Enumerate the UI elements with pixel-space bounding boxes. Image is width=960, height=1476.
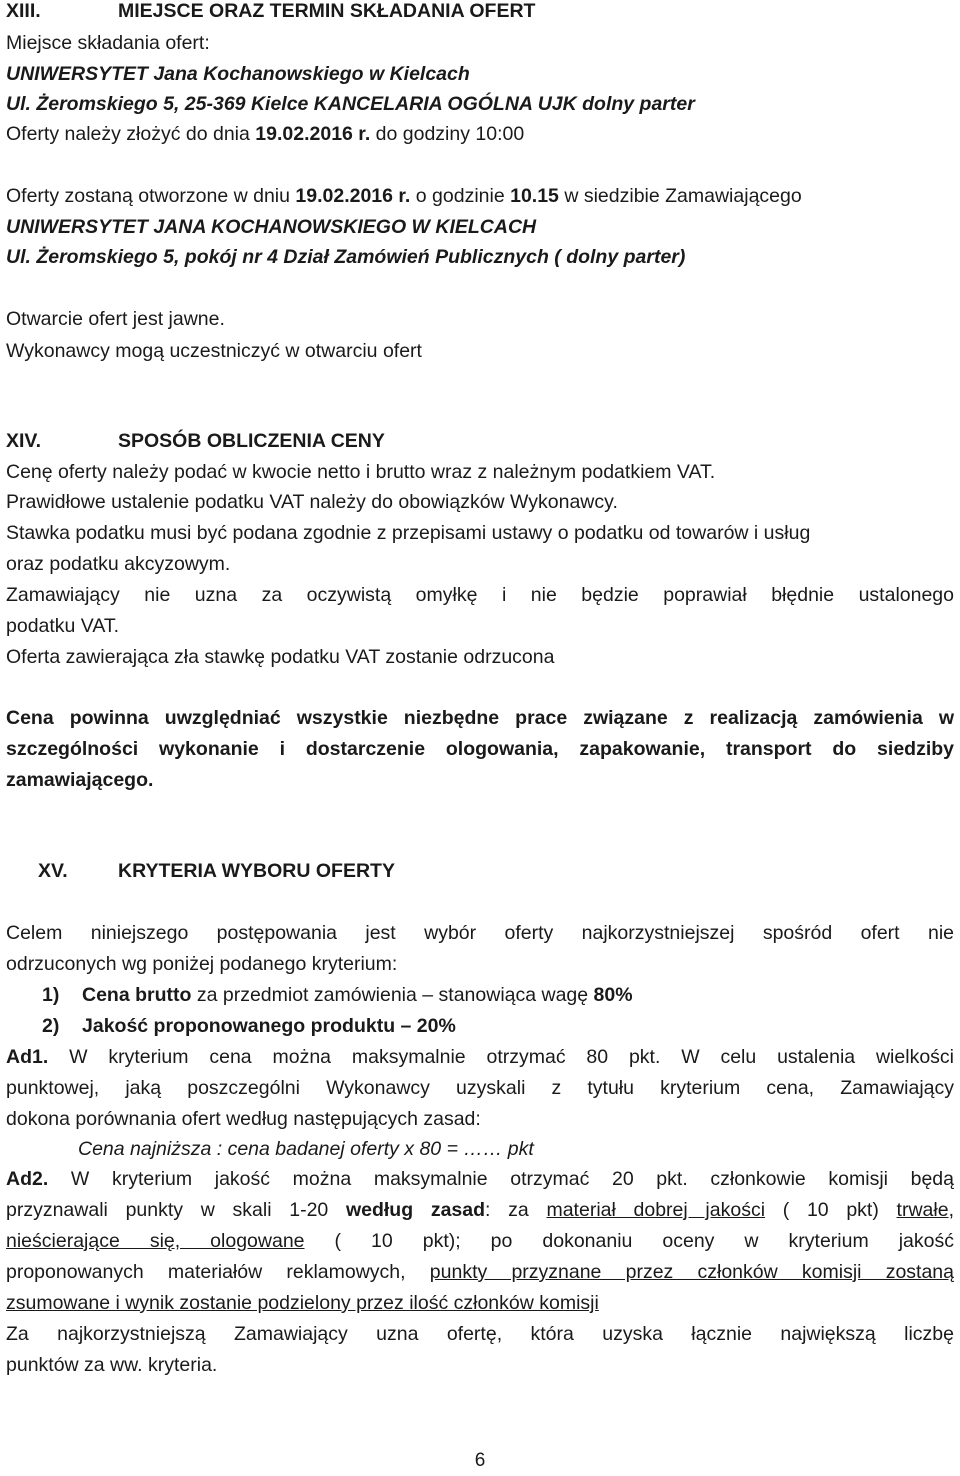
ad2-line-5: zsumowane i wynik zostanie podzielony przez ilość członków komisji — [6, 1292, 599, 1314]
price-bold-line-1: Cena powinna uwzględniać wszystkie niezbędne prace związane z realizacją zamówienia w — [6, 707, 954, 729]
place-label: Miejsce składania ofert: — [6, 32, 210, 54]
price-paragraph-1: Cenę oferty należy podać w kwocie netto i brutto wraz z należnym podatkiem VAT. — [6, 461, 716, 483]
ad2-line-3-b: ( 10 pkt); po dokonaniu oceny w kryterium jakość — [304, 1230, 954, 1252]
ad2-durable: trwałe, — [896, 1199, 954, 1221]
opening-address: Ul. Żeromskiego 5, pokój nr 4 Dział Zamówień Publicznych ( dolny parter) — [6, 246, 686, 268]
university-name: UNIWERSYTET Jana Kochanowskiego w Kielcach — [6, 63, 470, 85]
ad2-points-summed: punkty przyznane przez członków komisji zostaną — [429, 1261, 954, 1283]
ad2-rules-label: według zasad — [345, 1199, 486, 1221]
criterion-1 — [6, 980, 954, 1010]
opening-prefix: Oferty zostaną otworzone w dniu — [6, 185, 296, 207]
price-bold-line-3: zamawiającego. — [6, 769, 154, 791]
ad2-line-2-c: : za — [485, 1199, 547, 1221]
page-number: 6 — [474, 1450, 486, 1471]
opening-university: UNIWERSYTET JANA KOCHANOWSKIEGO W KIELCACH — [6, 216, 537, 238]
section-14-title: SPOSÓB OBLICZENIA CENY — [118, 430, 385, 452]
ad1-line-1-text: W kryterium cena można maksymalnie otrzymać 80 pkt. W celu ustalenia wielkości — [48, 1046, 954, 1068]
opening-suffix: w siedzibie Zamawiającego — [558, 185, 802, 207]
ad1-label: Ad1. — [6, 1046, 49, 1068]
university-address: Ul. Żeromskiego 5, 25-369 Kielce KANCELARIA OGÓLNA UJK dolny parter — [6, 93, 695, 115]
criterion-1-number: 1) — [42, 984, 60, 1006]
ad2-line-2 — [6, 1195, 954, 1225]
price-paragraph-5: Oferta zawierająca zła stawkę podatku VAT zostanie odrzucona — [6, 646, 555, 668]
criteria-intro-line-2: odrzuconych wg poniżej podanego kryterium: — [6, 953, 398, 975]
criterion-2 — [6, 1011, 954, 1041]
section-14-number: XIV. — [6, 430, 42, 452]
opening-time: 10.15 — [510, 185, 559, 207]
ad1-line-1 — [6, 1042, 954, 1072]
ad2-line-2-a: przyznawali punkty w skali 1-20 — [6, 1199, 346, 1221]
price-formula: Cena najniższa : cena badanej oferty x 80 = …… pkt — [78, 1138, 534, 1160]
deadline-time: do godziny 10:00 — [370, 123, 525, 145]
ad2-line-4-a: proponowanych materiałów reklamowych, — [6, 1261, 430, 1283]
ad2-line-2-e: ( 10 pkt) — [765, 1199, 897, 1221]
price-bold-line-2: szczególności wykonanie i dostarczenie ologowania, zapakowanie, transport do siedziby — [6, 738, 954, 760]
ad2-line-4 — [6, 1257, 954, 1287]
ad2-line-1 — [6, 1164, 954, 1194]
price-paragraph-2: Prawidłowe ustalenie podatku VAT należy do obowiązków Wykonawcy. — [6, 491, 618, 513]
deadline-prefix: Oferty należy złożyć do dnia — [6, 123, 256, 145]
ad2-line-1-text: W kryterium jakość można maksymalnie otrzymać 20 pkt. członkowie komisji będą — [48, 1168, 954, 1190]
opening-date: 19.02.2016 r. — [295, 185, 411, 207]
ad2-line-3 — [6, 1226, 954, 1256]
criterion-1-weight: 80% — [593, 984, 633, 1006]
price-paragraph-4-line-2: podatku VAT. — [6, 615, 120, 637]
criteria-intro-line-1: Celem niniejszego postępowania jest wybór oferty najkorzystniejszej spośród ofert nie — [6, 922, 954, 944]
ad2-label: Ad2. — [6, 1168, 49, 1190]
price-paragraph-3-line-2: oraz podatku akcyzowym. — [6, 553, 231, 575]
ad1-line-2: punktowej, jaką poszczególni Wykonawcy uzyskali z tytułu kryterium cena, Zamawiający — [6, 1077, 954, 1099]
section-15-number: XV. — [38, 860, 68, 882]
opening-participants: Wykonawcy mogą uczestniczyć w otwarciu ofert — [6, 340, 422, 362]
criterion-2-text: Jakość proponowanego produktu – 20% — [82, 1015, 456, 1037]
final-line-2: punktów za ww. kryteria. — [6, 1354, 218, 1376]
deadline-line — [6, 119, 954, 149]
opening-public: Otwarcie ofert jest jawne. — [6, 308, 225, 330]
section-13-number: XIII. — [6, 0, 41, 22]
ad2-quality-material: materiał dobrej jakości — [546, 1199, 766, 1221]
section-14-heading — [6, 426, 954, 456]
section-15-title: KRYTERIA WYBORU OFERTY — [118, 860, 395, 882]
opening-line — [6, 181, 954, 211]
opening-mid: o godzinie — [410, 185, 511, 207]
ad1-line-3: dokona porównania ofert według następujących zasad: — [6, 1108, 481, 1130]
section-13-title: MIEJSCE ORAZ TERMIN SKŁADANIA OFERT — [118, 0, 536, 22]
final-line-1: Za najkorzystniejszą Zamawiający uzna ofertę, która uzyska łącznie największą liczbę — [6, 1323, 954, 1345]
criterion-2-number: 2) — [42, 1015, 60, 1037]
section-15-heading — [6, 856, 954, 886]
criterion-1-text: za przedmiot zamówienia – stanowiąca wagę — [191, 984, 594, 1006]
criterion-1-name: Cena brutto — [82, 984, 192, 1006]
deadline-date: 19.02.2016 r. — [255, 123, 371, 145]
price-paragraph-4-line-1: Zamawiający nie uzna za oczywistą omyłkę i nie będzie poprawiał błędnie ustalonego — [6, 584, 954, 606]
ad2-branded: nieścierające się, ologowane — [6, 1230, 305, 1252]
section-13-heading — [6, 0, 954, 26]
price-paragraph-3-line-1: Stawka podatku musi być podana zgodnie z przepisami ustawy o podatku od towarów i usług — [6, 522, 811, 544]
